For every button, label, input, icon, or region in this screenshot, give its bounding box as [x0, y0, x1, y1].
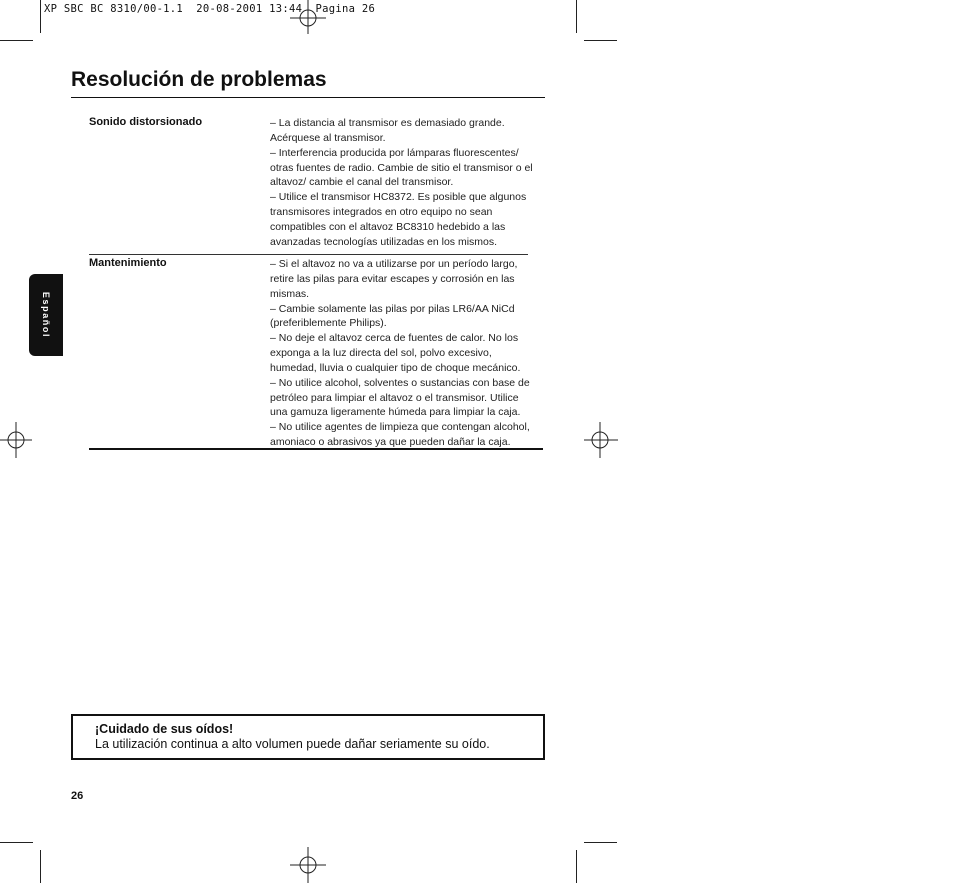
crop-mark-bottom-left-v	[40, 850, 41, 883]
crop-mark-bottom-right-v	[576, 850, 577, 883]
warning-text: La utilización continua a alto volumen puede dañar seriamente su oído.	[95, 737, 490, 751]
crop-mark-bottom-right-h	[584, 842, 617, 843]
troubleshooting-row	[89, 257, 545, 447]
registration-mark-left-icon	[0, 422, 36, 458]
row-text: – Si el altavoz no va a utilizarse por un período largo, retire las pilas para evitar escapes y corrosión en las mismas. – Cambie solamente las pilas por pilas LR6/AA NiCd (preferiblemente Philips). – No deje el altavoz cerca de fuentes de calor. No los exponga a la luz directa del sol, polvo excesivo, humedad, lluvia o cualquier tipo de choque mecánico. – No utilice alcohol, solventes o sustancias con base de petróleo para limpiar el altavoz o el transmisor. Utilice una gamuza ligeramente húmeda para limpiar la caja. – No utilice agentes de limpieza que contengan alcohol, amoniaco o abrasivos ya que pueden dañar la caja.	[270, 258, 530, 449]
side-tab-label: Español	[41, 291, 51, 339]
crop-mark-bottom-left-h	[0, 842, 33, 843]
crop-mark-top-right-v	[576, 0, 577, 33]
registration-mark-bottom-icon	[290, 847, 326, 883]
print-header: XP SBC BC 8310/00-1.1 20-08-2001 13:44 Pagina 26	[44, 3, 376, 15]
row-label: Sonido distorsionado	[89, 116, 203, 128]
crop-mark-top-left-h	[0, 40, 33, 41]
row-text: – La distancia al transmisor es demasiado grande. Acérquese al transmisor. – Interferencia producida por lámparas fluorescentes/ otras fuentes de radio. Cambie de sitio el transmisor o el altavoz/ cambie el canal del transmisor. – Utilice el transmisor HC8372. Es posible que algunos transmisores integrados en otro equipo no sean compatibles con el altavoz BC8310 hedebido a las avanzadas tecnologías utilizadas en los mismos.	[270, 117, 533, 248]
registration-mark-right-icon	[582, 422, 618, 458]
warning-title: ¡Cuidado de sus oídos!	[95, 722, 234, 736]
crop-mark-top-left-v	[40, 0, 41, 33]
title-rule	[71, 97, 545, 98]
page-number: 26	[71, 790, 84, 802]
table-end-rule	[89, 448, 543, 450]
crop-mark-top-right-h	[584, 40, 617, 41]
page-title: Resolución de problemas	[71, 68, 327, 91]
language-side-tab	[29, 274, 63, 356]
troubleshooting-row	[89, 116, 545, 251]
warning-box	[71, 714, 545, 760]
row-label: Mantenimiento	[89, 257, 167, 269]
row-separator	[89, 254, 528, 255]
registration-mark-top-icon	[290, 0, 326, 36]
